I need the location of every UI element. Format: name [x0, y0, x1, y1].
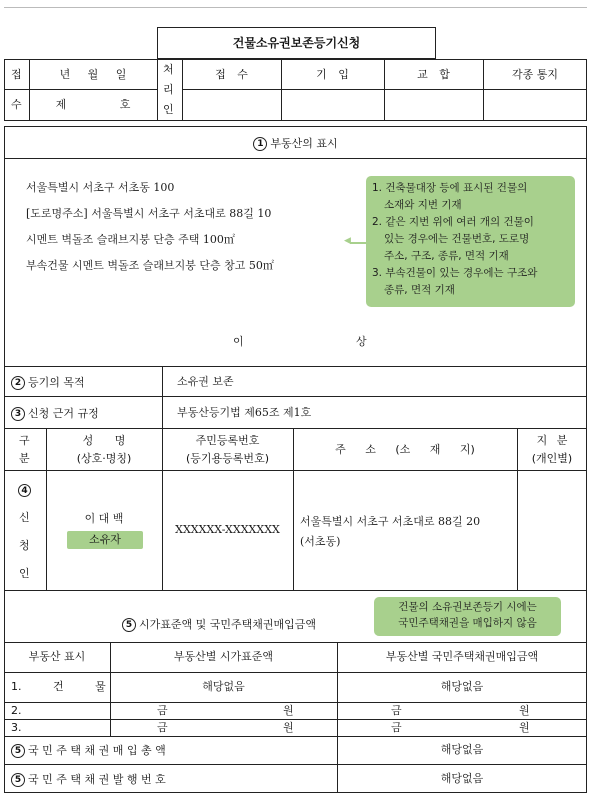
- row3-label: 3.: [11, 721, 22, 734]
- applicant-side-2: 청: [19, 539, 30, 552]
- col-standard-price: 부동산별 시가표준액: [173, 650, 274, 663]
- section2-number: 2: [11, 376, 25, 390]
- note-arrow: [350, 242, 366, 244]
- section4-number: 4: [18, 484, 31, 497]
- section5-title: 5 시가표준액 및 국민주택채권매입금액: [122, 618, 316, 632]
- legal-basis: 부동산등기법 제65조 제1호: [177, 406, 312, 419]
- row3-won: 원: [283, 721, 294, 734]
- section5-number: 5: [122, 618, 136, 632]
- applicant-name: 이 대 백: [84, 512, 124, 525]
- header-share: 지 분: [536, 434, 568, 447]
- col-gyohap: 교 합: [417, 68, 450, 81]
- processor-2: 리: [163, 83, 174, 96]
- col-property: 부동산 표시: [28, 650, 86, 663]
- section7-number: 5: [11, 773, 25, 787]
- row1-standard-price: 해당없음: [202, 680, 245, 693]
- row1-bond-amount: 해당없음: [440, 680, 484, 693]
- section3-number: 3: [11, 407, 25, 421]
- bond-total-value: 해당없음: [440, 743, 484, 756]
- bond-issue-label: 5 국 민 주 택 채 권 발 행 번 호: [11, 773, 166, 787]
- ending-i: 이: [233, 335, 244, 348]
- note-line: 소재와 지번 기재: [384, 199, 462, 211]
- row1-label: 1. 건 물: [11, 680, 106, 693]
- row2-won: 원: [283, 704, 294, 717]
- section1-guide-note: [366, 176, 575, 307]
- ending-sang: 상: [356, 335, 367, 348]
- note-line: 주소, 구조, 종류, 면적 기재: [384, 250, 509, 262]
- applicant-address-2: (서초동): [300, 535, 341, 548]
- col-jeopsu: 접 수: [215, 68, 248, 81]
- section1-title: 1 부동산의 표시: [4, 137, 587, 151]
- note-line: 2. 같은 지번 위에 여러 개의 건물이: [372, 216, 534, 228]
- property-line-4: 부속건물 시멘트 벽돌조 슬래브지붕 단층 창고 50㎡: [26, 259, 274, 272]
- section2-label: 2 등기의 목적: [11, 376, 85, 390]
- reception-date: 년 월 일: [59, 68, 127, 81]
- bond-issue-value: 해당없음: [440, 772, 484, 785]
- property-line-1: 서울특별시 서초구 서초동 100: [26, 181, 175, 194]
- section3-label: 3 신청 근거 규정: [11, 407, 99, 421]
- note-line: 국민주택채권을 매입하지 않음: [398, 617, 537, 629]
- top-guide-line: [4, 7, 587, 8]
- property-line-2: [도로명주소] 서울특별시 서초구 서초대로 88길 10: [26, 207, 272, 220]
- property-line-3: 시멘트 벽돌조 슬래브지붕 단층 주택 100㎡: [26, 233, 235, 246]
- note-line: 1. 건축물대장 등에 표시된 건물의: [372, 182, 528, 194]
- col-notice: 각종 통지: [511, 68, 558, 81]
- owner-badge: 소유자: [67, 531, 143, 549]
- bond-total-label: 5 국 민 주 택 채 권 매 입 총 액: [11, 744, 166, 758]
- note-line: 건물의 소유권보존등기 시에는: [398, 601, 537, 613]
- note-line: 3. 부속건물이 있는 경우에는 구조와: [372, 267, 538, 279]
- note-line: 종류, 면적 기재: [384, 284, 455, 296]
- applicant-side-3: 인: [19, 567, 30, 580]
- header-gubun-2: 분: [19, 452, 30, 465]
- header-gubun-1: 구: [19, 434, 30, 447]
- col-giip: 기 입: [316, 68, 349, 81]
- applicant-address-1: 서울특별시 서초구 서초대로 88길 20: [300, 515, 481, 528]
- reception-number: 제 호: [55, 98, 131, 111]
- section6-number: 5: [11, 744, 25, 758]
- section1-number: 1: [253, 137, 267, 151]
- note-line: 있는 경우에는 건물번호, 도로명: [384, 233, 530, 245]
- col-bond-amount: 부동산별 국민주택채권매입금액: [385, 650, 539, 663]
- row2-label: 2.: [11, 704, 22, 717]
- reception-su: 수: [11, 98, 22, 111]
- row3-geum-2: 금: [391, 721, 402, 734]
- processor-3: 인: [163, 103, 174, 116]
- row2-geum: 금: [157, 704, 168, 717]
- arrow-head-icon: ◀: [344, 236, 351, 246]
- applicant-side-1: 신: [19, 511, 30, 524]
- processor-1: 처: [163, 63, 174, 76]
- row2-won-2: 원: [519, 704, 530, 717]
- header-address: 주 소 (소 재 지): [335, 443, 475, 456]
- header-share-sub: (개인별): [531, 452, 573, 465]
- row2-geum-2: 금: [391, 704, 402, 717]
- registration-purpose: 소유권 보존: [177, 375, 234, 388]
- header-regno: 주민등록번호: [195, 434, 260, 447]
- applicant-regno: XXXXXX-XXXXXXX: [175, 523, 280, 536]
- reception-jeop: 접: [11, 68, 22, 81]
- header-name-sub: (상호·명칭): [76, 452, 132, 465]
- header-name: 성 명: [82, 434, 126, 447]
- section5-guide-note: [374, 597, 561, 636]
- row3-won-2: 원: [519, 721, 530, 734]
- row3-geum: 금: [157, 721, 168, 734]
- form-title: 건물소유권보존등기신청: [232, 36, 361, 50]
- header-regno-sub: (등기용등록번호): [186, 452, 269, 465]
